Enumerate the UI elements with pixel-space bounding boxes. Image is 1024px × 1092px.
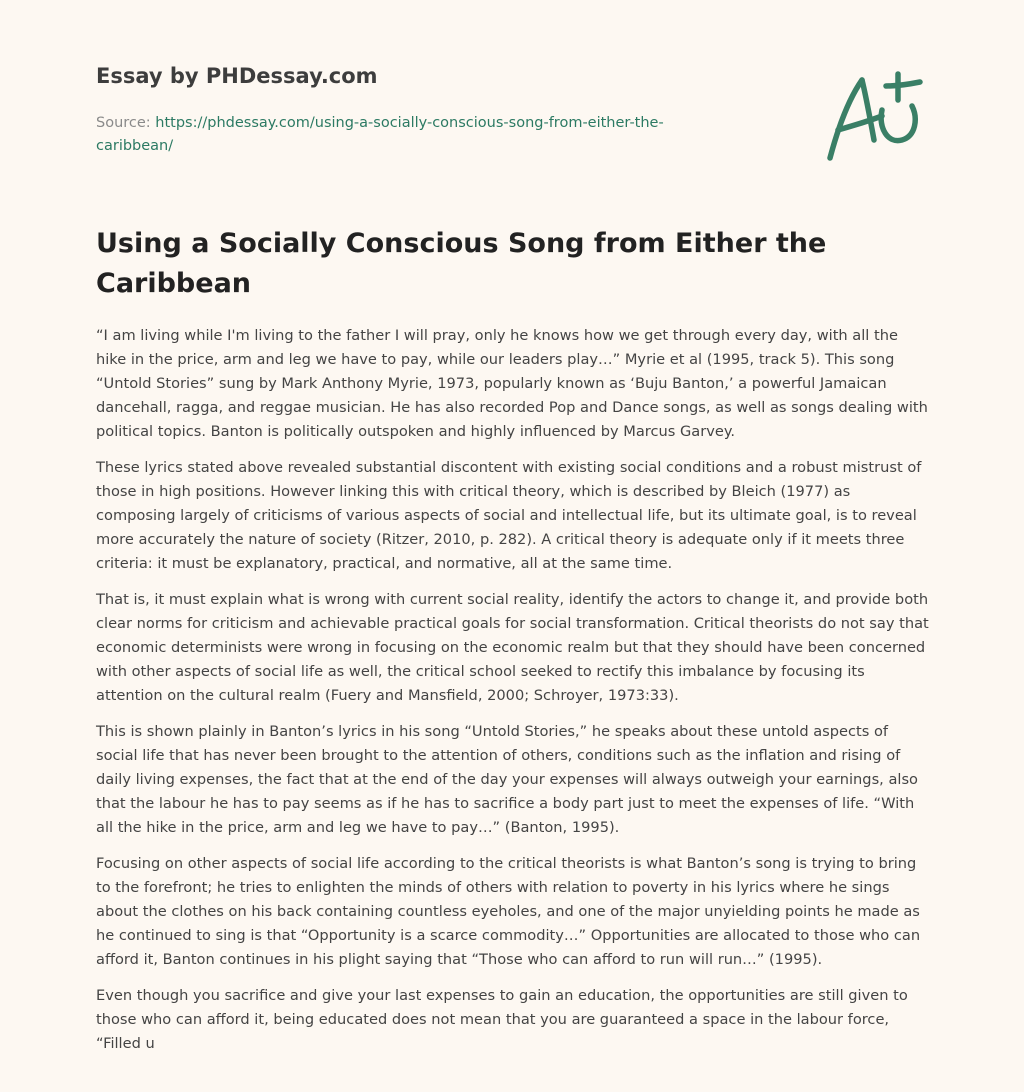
essay-paragraph: “I am living while I'm living to the father I will pray, only he knows how we get through every day, with all the hike in the price, arm and leg we have to pay, while our leaders play…” Myrie et al (1995, track 5). This song “Untold Stories” sung by Mark Anthony Myrie, 1973, popularly known as ‘Buju Banton,’ a powerful Jamaican dancehall, ragga, and reggae musician. He has also recorded Pop and Dance songs, as well as songs dealing with political topics. Banton is politically outspoken and highly influenced by Marcus Garvey. — [96, 327, 928, 440]
source-link-line-1: https://phdessay.com/using-a-socially-conscious-song-from-either-the- — [155, 115, 664, 131]
essay-body — [96, 324, 932, 1068]
source-link-line-2: caribbean/ — [96, 138, 174, 154]
essay-paragraph: This is shown plainly in Banton’s lyrics in his song “Untold Stories,” he speaks about these untold aspects of social life that has never been brought to the attention of others, conditions such as the inflation and rising of daily living expenses, the fact that at the end of the day your expenses will always outweigh your earnings, also that the labour he has to pay seems as if he has to sacrifice a body part just to meet the expenses of life. “With all the hike in the price, arm and leg we have to pay…” (Banton, 1995). — [96, 723, 918, 836]
essay-title: Using a Socially Conscious Song from Either the Caribbean — [96, 228, 827, 299]
essay-paragraph: These lyrics stated above revealed substantial discontent with existing social conditions and a robust mistrust of those in high positions. However linking this with critical theory, which is described by Bleich (1977) as composing largely of criticisms of various aspects of social and intellectual life, but its ultimate goal, is to reveal more accurately the nature of society (Ritzer, 2010, p. 282). A critical theory is adequate only if it meets three criteria: it must be explanatory, practical, and normative, all at the same time. — [96, 459, 922, 572]
a-plus-logo-icon — [824, 66, 928, 166]
essay-paragraph: Even though you sacrifice and give your last expenses to gain an education, the opportunities are still given to those who can afford it, being educated does not mean that you are guaranteed a space in the labour force, “Filled u — [96, 987, 908, 1052]
source-link[interactable] — [96, 115, 664, 154]
source-label: Source: — [96, 115, 151, 131]
source-line — [96, 112, 716, 158]
essay-paragraph: Focusing on other aspects of social life according to the critical theorists is what Banton’s song is trying to bring to the forefront; he tries to enlighten the minds of others with relation to poverty in his lyrics where he sings about the clothes on his back containing countless eyeholes, and one of the major unyielding points he made as he continued to sing is that “Opportunity is a scarce commodity…” Opportunities are allocated to those who can afford it, Banton continues in his plight saying that “Those who can afford to run will run…” (1995). — [96, 855, 921, 968]
essay-paragraph: That is, it must explain what is wrong with current social reality, identify the actors to change it, and provide both clear norms for criticism and achievable practical goals for social transformation. Critical theorists do not say that economic determinists were wrong in focusing on the economic realm but that they should have been concerned with other aspects of social life as well, the critical school seeked to rectify this imbalance by focusing its attention on the cultural realm (Fuery and Mansfield, 2000; Schroyer, 1973:33). — [96, 591, 929, 704]
site-title: Essay by PHDessay.com — [96, 64, 378, 88]
